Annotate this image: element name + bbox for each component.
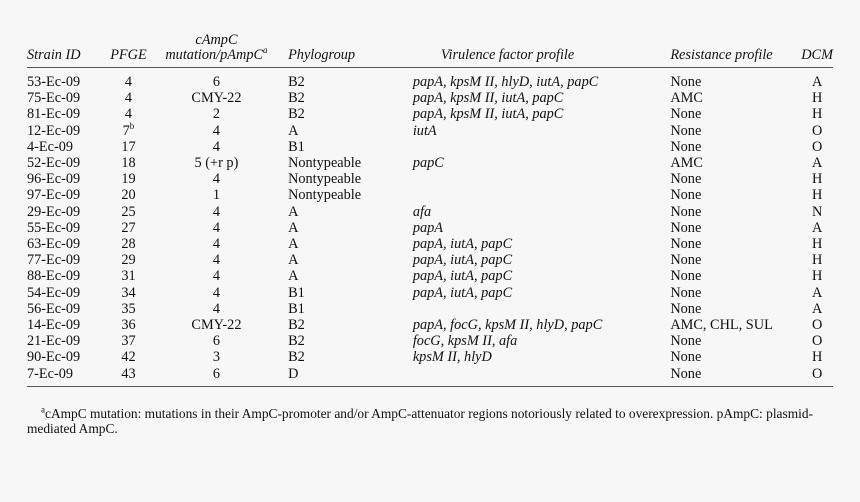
cell-mutation — [155, 252, 278, 268]
cell-strain-id-text: 53-Ec-09 — [27, 74, 81, 90]
cell-dcm — [801, 204, 833, 220]
cell-pfge — [102, 187, 155, 203]
cell-strain-id — [27, 90, 102, 106]
cell-strain-id-text: 96-Ec-09 — [27, 171, 81, 188]
cell-pfge-text: 31 — [121, 268, 136, 285]
cell-phylogroup — [278, 366, 393, 387]
cell-dcm — [801, 106, 833, 122]
cell-resistance — [650, 123, 801, 139]
table-row — [27, 90, 833, 106]
cell-dcm-text: H — [811, 349, 823, 366]
cell-phylogroup — [278, 171, 393, 187]
cell-phylogroup-text: B1 — [288, 300, 305, 317]
cell-resistance — [650, 366, 801, 387]
cell-dcm — [801, 301, 833, 317]
cell-resistance-text: None — [670, 122, 702, 139]
cell-pfge-text: 42 — [121, 349, 136, 366]
footnote-text: cAmpC mutation: mutations in their AmpC-promoter and/or AmpC-attenuator regions notoriously related to overexpression. pAmpC: plasmid-mediated AmpC. — [27, 406, 813, 436]
cell-mutation — [155, 171, 278, 187]
cell-strain-id — [27, 301, 102, 317]
cell-mutation-text: 4 — [212, 284, 221, 301]
cell-pfge — [102, 220, 155, 236]
cell-strain-id — [27, 139, 102, 155]
cell-resistance-text: None — [670, 187, 702, 204]
cell-dcm — [801, 366, 833, 387]
pfge-footnote-marker: b — [129, 120, 135, 131]
header-dcm: DCM — [801, 33, 833, 68]
cell-dcm — [801, 268, 833, 284]
cell-virulence-text: kpsM II, hlyD — [412, 349, 492, 366]
cell-dcm-text: A — [811, 74, 823, 90]
cell-resistance-text: None — [670, 349, 702, 366]
cell-dcm — [801, 236, 833, 252]
cell-strain-id — [27, 349, 102, 365]
cell-dcm-text: A — [811, 284, 823, 301]
table-row — [27, 139, 833, 155]
table-row — [27, 204, 833, 220]
cell-dcm — [801, 123, 833, 139]
cell-resistance — [650, 204, 801, 220]
cell-resistance-text: None — [670, 106, 702, 123]
cell-resistance-text: None — [670, 236, 702, 253]
cell-phylogroup — [278, 252, 393, 268]
cell-mutation-text: 4 — [212, 138, 221, 155]
cell-mutation — [155, 139, 278, 155]
cell-mutation-text: 4 — [212, 236, 221, 253]
cell-mutation — [155, 285, 278, 301]
cell-resistance-text: None — [670, 300, 702, 317]
cell-resistance — [650, 139, 801, 155]
cell-resistance — [650, 106, 801, 122]
table-row — [27, 333, 833, 349]
cell-phylogroup — [278, 123, 393, 139]
cell-resistance-text: None — [670, 365, 702, 382]
cell-strain-id-text: 52-Ec-09 — [27, 155, 81, 172]
cell-mutation-text: 4 — [212, 219, 221, 236]
header-mutation-line1: cAmpC — [195, 32, 238, 48]
cell-pfge-text: 28 — [121, 236, 136, 253]
header-strain-id: Strain ID — [27, 33, 102, 68]
cell-resistance — [650, 68, 801, 91]
cell-dcm — [801, 68, 833, 91]
cell-pfge — [102, 106, 155, 122]
table-row — [27, 220, 833, 236]
table-row — [27, 252, 833, 268]
cell-strain-id — [27, 268, 102, 284]
cell-resistance-text: None — [670, 74, 702, 90]
cell-pfge — [102, 268, 155, 284]
cell-virulence — [393, 268, 651, 284]
cell-virulence — [393, 204, 651, 220]
cell-resistance-text: None — [670, 284, 702, 301]
cell-resistance-text: AMC — [670, 155, 703, 172]
cell-pfge-text: 17 — [121, 138, 136, 155]
table-footnote — [27, 406, 833, 436]
cell-strain-id-text: 81-Ec-09 — [27, 106, 81, 123]
cell-mutation-text: 4 — [212, 203, 221, 220]
cell-phylogroup-text: B2 — [288, 317, 305, 334]
cell-strain-id — [27, 236, 102, 252]
cell-virulence-text: papA, kpsM II, hlyD, iutA, papC — [412, 74, 599, 90]
cell-pfge — [102, 285, 155, 301]
cell-strain-id — [27, 285, 102, 301]
header-pfge: PFGE — [102, 33, 155, 68]
cell-phylogroup — [278, 68, 393, 91]
table-row — [27, 236, 833, 252]
cell-virulence — [393, 68, 651, 91]
cell-dcm-text: A — [811, 219, 823, 236]
cell-mutation — [155, 301, 278, 317]
cell-resistance — [650, 349, 801, 365]
cell-strain-id — [27, 317, 102, 333]
cell-pfge-text: 25 — [121, 203, 136, 220]
cell-dcm — [801, 333, 833, 349]
cell-dcm-text: O — [811, 333, 823, 350]
strain-table — [27, 33, 833, 387]
cell-pfge-text: 7 — [122, 122, 130, 139]
cell-pfge — [102, 171, 155, 187]
table-row — [27, 301, 833, 317]
cell-phylogroup-text: Nontypeable — [288, 171, 362, 188]
cell-dcm-text: H — [811, 106, 823, 123]
cell-pfge — [102, 333, 155, 349]
cell-resistance-text: None — [670, 333, 702, 350]
cell-resistance — [650, 333, 801, 349]
cell-dcm — [801, 139, 833, 155]
cell-strain-id — [27, 106, 102, 122]
cell-virulence-text: papA, iutA, papC — [412, 268, 513, 285]
cell-virulence-text: papA, iutA, papC — [412, 236, 513, 253]
cell-phylogroup-text: Nontypeable — [288, 187, 362, 204]
table-row — [27, 317, 833, 333]
table-row — [27, 285, 833, 301]
cell-strain-id-text: 29-Ec-09 — [27, 203, 81, 220]
cell-pfge-text: 27 — [121, 219, 136, 236]
cell-virulence — [393, 333, 651, 349]
cell-dcm-text: A — [811, 300, 823, 317]
cell-pfge-text: 29 — [121, 252, 136, 269]
cell-strain-id — [27, 171, 102, 187]
cell-virulence — [393, 90, 651, 106]
cell-resistance — [650, 220, 801, 236]
cell-virulence-text: papA, kpsM II, iutA, papC — [412, 106, 564, 123]
cell-virulence-text: papA, focG, kpsM II, hlyD, papC — [412, 317, 603, 334]
cell-mutation-text: 4 — [212, 268, 221, 285]
cell-resistance-text: None — [670, 203, 702, 220]
cell-virulence — [393, 349, 651, 365]
cell-mutation-text: 5 (+r p) — [194, 155, 239, 172]
cell-strain-id — [27, 333, 102, 349]
cell-dcm-text: O — [811, 317, 823, 334]
cell-phylogroup — [278, 90, 393, 106]
cell-phylogroup-text: B2 — [288, 333, 305, 350]
header-row — [27, 33, 833, 68]
cell-phylogroup-text: B2 — [288, 349, 305, 366]
cell-phylogroup-text: B1 — [288, 284, 305, 301]
cell-resistance — [650, 171, 801, 187]
cell-phylogroup — [278, 220, 393, 236]
cell-phylogroup — [278, 317, 393, 333]
cell-mutation-text: 4 — [212, 122, 221, 139]
cell-resistance — [650, 187, 801, 203]
cell-virulence-text: papA, iutA, papC — [412, 284, 513, 301]
header-mutation-footnote-marker: a — [263, 45, 268, 56]
cell-phylogroup — [278, 204, 393, 220]
cell-pfge-text: 4 — [124, 106, 133, 123]
cell-resistance — [650, 301, 801, 317]
cell-strain-id-text: 97-Ec-09 — [27, 187, 81, 204]
cell-resistance-text: None — [670, 252, 702, 269]
cell-mutation — [155, 155, 278, 171]
table-row — [27, 106, 833, 122]
cell-virulence-text: papA, iutA, papC — [412, 252, 513, 269]
cell-strain-id — [27, 68, 102, 91]
cell-virulence — [393, 171, 651, 187]
header-virulence: Virulence factor profile — [393, 33, 651, 68]
cell-virulence-text: afa — [412, 203, 432, 220]
cell-virulence — [393, 155, 651, 171]
cell-dcm — [801, 317, 833, 333]
cell-pfge-text: 37 — [121, 333, 136, 350]
cell-mutation-text: 4 — [212, 252, 221, 269]
cell-resistance — [650, 317, 801, 333]
cell-mutation-text: CMY-22 — [191, 90, 242, 107]
cell-pfge-text: 35 — [121, 300, 136, 317]
cell-phylogroup — [278, 236, 393, 252]
cell-mutation — [155, 123, 278, 139]
cell-phylogroup — [278, 139, 393, 155]
cell-phylogroup — [278, 106, 393, 122]
header-resistance: Resistance profile — [650, 33, 801, 68]
cell-pfge-text: 34 — [121, 284, 136, 301]
cell-strain-id-text: 7-Ec-09 — [27, 365, 74, 382]
cell-resistance-text: AMC — [670, 90, 703, 107]
cell-pfge — [102, 139, 155, 155]
cell-dcm-text: H — [811, 236, 823, 253]
cell-resistance — [650, 268, 801, 284]
cell-pfge — [102, 301, 155, 317]
cell-pfge-text: 36 — [121, 317, 136, 334]
cell-strain-id-text: 90-Ec-09 — [27, 349, 81, 366]
cell-dcm-text: H — [811, 187, 823, 204]
cell-mutation — [155, 366, 278, 387]
cell-phylogroup — [278, 155, 393, 171]
cell-pfge — [102, 349, 155, 365]
table-row — [27, 171, 833, 187]
cell-strain-id — [27, 366, 102, 387]
cell-pfge — [102, 366, 155, 387]
cell-pfge-text: 4 — [124, 74, 133, 90]
cell-mutation — [155, 349, 278, 365]
cell-pfge-text: 4 — [124, 90, 133, 107]
cell-mutation-text: CMY-22 — [191, 317, 242, 334]
cell-phylogroup-text: B2 — [288, 90, 305, 107]
header-mutation — [155, 33, 278, 68]
cell-strain-id-text: 77-Ec-09 — [27, 252, 81, 269]
cell-mutation — [155, 106, 278, 122]
cell-resistance — [650, 252, 801, 268]
cell-pfge-text: 18 — [121, 155, 136, 172]
cell-resistance — [650, 90, 801, 106]
cell-virulence — [393, 139, 651, 155]
cell-dcm — [801, 90, 833, 106]
cell-strain-id-text: 63-Ec-09 — [27, 236, 81, 253]
cell-mutation — [155, 236, 278, 252]
cell-strain-id-text: 12-Ec-09 — [27, 122, 81, 139]
cell-mutation-text: 4 — [212, 300, 221, 317]
cell-dcm — [801, 285, 833, 301]
table-row — [27, 187, 833, 203]
cell-virulence — [393, 285, 651, 301]
cell-mutation-text: 1 — [212, 187, 221, 204]
cell-dcm-text: H — [811, 252, 823, 269]
cell-dcm-text: N — [811, 203, 823, 220]
cell-mutation-text: 4 — [212, 171, 221, 188]
cell-virulence — [393, 366, 651, 387]
cell-phylogroup — [278, 187, 393, 203]
cell-phylogroup-text: B2 — [288, 106, 305, 123]
cell-phylogroup-text: A — [288, 236, 299, 253]
cell-strain-id-text: 21-Ec-09 — [27, 333, 81, 350]
cell-dcm-text: H — [811, 268, 823, 285]
cell-dcm — [801, 171, 833, 187]
cell-virulence — [393, 236, 651, 252]
cell-dcm — [801, 187, 833, 203]
cell-mutation-text: 6 — [212, 333, 221, 350]
cell-strain-id — [27, 220, 102, 236]
cell-phylogroup-text: A — [288, 268, 299, 285]
cell-resistance-text: None — [670, 138, 702, 155]
table-row — [27, 123, 833, 139]
cell-virulence — [393, 301, 651, 317]
cell-resistance-text: None — [670, 268, 702, 285]
cell-strain-id — [27, 155, 102, 171]
cell-phylogroup — [278, 349, 393, 365]
cell-virulence — [393, 106, 651, 122]
cell-virulence-text: iutA — [412, 122, 437, 139]
cell-resistance-text: AMC, CHL, SUL — [670, 317, 773, 334]
cell-strain-id — [27, 123, 102, 139]
cell-phylogroup — [278, 301, 393, 317]
cell-phylogroup — [278, 333, 393, 349]
cell-virulence — [393, 187, 651, 203]
cell-phylogroup — [278, 285, 393, 301]
cell-phylogroup-text: A — [288, 252, 299, 269]
cell-dcm-text: O — [811, 365, 823, 382]
cell-virulence-text: focG, kpsM II, afa — [412, 333, 518, 350]
cell-strain-id-text: 14-Ec-09 — [27, 317, 81, 334]
cell-virulence-text: papC — [412, 155, 444, 172]
cell-dcm — [801, 220, 833, 236]
cell-strain-id — [27, 204, 102, 220]
footnote-marker: a — [41, 404, 45, 415]
cell-strain-id-text: 4-Ec-09 — [27, 138, 74, 155]
cell-virulence — [393, 317, 651, 333]
cell-pfge — [102, 120, 155, 139]
table-row — [27, 155, 833, 171]
cell-strain-id-text: 88-Ec-09 — [27, 268, 81, 285]
cell-virulence — [393, 123, 651, 139]
cell-dcm-text: H — [811, 171, 823, 188]
cell-mutation-text: 6 — [212, 365, 221, 382]
cell-resistance — [650, 236, 801, 252]
cell-pfge — [102, 317, 155, 333]
cell-pfge-text: 43 — [121, 365, 136, 382]
cell-phylogroup-text: B2 — [288, 74, 305, 90]
cell-phylogroup-text: D — [288, 365, 299, 382]
cell-mutation — [155, 68, 278, 91]
cell-phylogroup-text: B1 — [288, 138, 305, 155]
cell-pfge — [102, 68, 155, 91]
cell-mutation — [155, 90, 278, 106]
cell-mutation — [155, 268, 278, 284]
cell-mutation — [155, 220, 278, 236]
cell-pfge — [102, 252, 155, 268]
cell-resistance-text: None — [670, 219, 702, 236]
cell-phylogroup-text: A — [288, 122, 299, 139]
table-row — [27, 268, 833, 284]
cell-dcm — [801, 155, 833, 171]
cell-strain-id-text: 56-Ec-09 — [27, 300, 81, 317]
cell-pfge — [102, 204, 155, 220]
cell-dcm-text: O — [811, 122, 823, 139]
cell-virulence-text: papA, kpsM II, iutA, papC — [412, 90, 564, 107]
header-phylogroup: Phylogroup — [278, 33, 393, 68]
cell-resistance-text: None — [670, 171, 702, 188]
cell-dcm — [801, 349, 833, 365]
header-mutation-line2: mutation/pAmpC — [165, 47, 264, 63]
table-row — [27, 349, 833, 365]
cell-strain-id-text: 75-Ec-09 — [27, 90, 81, 107]
cell-mutation-text: 2 — [212, 106, 221, 123]
cell-mutation — [155, 187, 278, 203]
cell-mutation — [155, 204, 278, 220]
cell-dcm-text: O — [811, 138, 823, 155]
cell-mutation — [155, 317, 278, 333]
cell-phylogroup-text: Nontypeable — [288, 155, 362, 172]
cell-resistance — [650, 285, 801, 301]
cell-strain-id — [27, 187, 102, 203]
cell-mutation-text: 6 — [212, 74, 221, 90]
cell-pfge — [102, 90, 155, 106]
cell-strain-id-text: 55-Ec-09 — [27, 219, 81, 236]
cell-dcm-text: A — [811, 155, 823, 172]
cell-phylogroup-text: A — [288, 203, 299, 220]
table-row — [27, 366, 833, 387]
cell-phylogroup-text: A — [288, 219, 299, 236]
cell-mutation-text: 3 — [212, 349, 221, 366]
cell-virulence — [393, 220, 651, 236]
cell-dcm — [801, 252, 833, 268]
cell-strain-id — [27, 252, 102, 268]
cell-virulence-text: papA — [412, 219, 444, 236]
table-body — [27, 68, 833, 387]
cell-pfge-text: 19 — [121, 171, 136, 188]
cell-mutation — [155, 333, 278, 349]
table-row — [27, 68, 833, 91]
cell-phylogroup — [278, 268, 393, 284]
cell-resistance — [650, 155, 801, 171]
cell-strain-id-text: 54-Ec-09 — [27, 284, 81, 301]
cell-virulence — [393, 252, 651, 268]
cell-pfge — [102, 236, 155, 252]
cell-dcm-text: H — [811, 90, 823, 107]
cell-pfge — [102, 155, 155, 171]
cell-pfge-text: 20 — [121, 187, 136, 204]
